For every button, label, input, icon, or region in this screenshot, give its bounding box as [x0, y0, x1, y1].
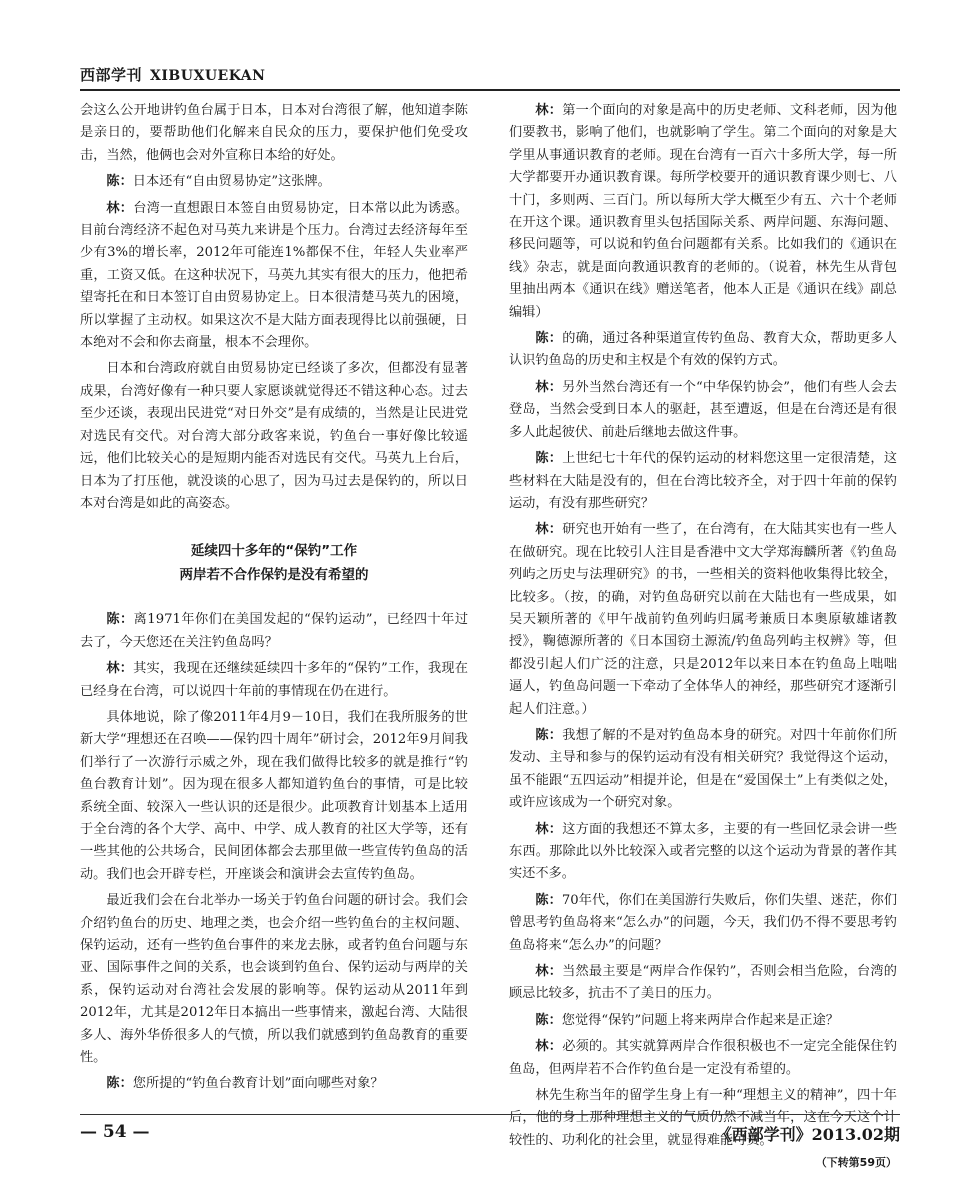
speaker-label: 陈： [535, 727, 563, 743]
speaker-label: 陈： [535, 1012, 562, 1028]
footer-rule [80, 1114, 900, 1115]
paragraph: 陈：上世纪七十年代的保钓运动的材料您这里一定很清楚，这些材料在大陆是没有的，但在台湾比较齐全，对于四十年前的保钓运动，有没有那些研究？ [509, 451, 898, 511]
speaker-label: 林： [106, 661, 134, 677]
paragraph: 具体地说，除了像2011年4月9－10日，我们在我所服务的世新大学“理想还在召唤——保钓四十周年”研讨会，2012年9月间我们举行了一次游行示威之外，现在我们做得比较多的就是推行“钓鱼台教育计划”。因为现在很多人都知道钓鱼台的事情，可是比较系统全面、较深入一些认识的还是很少。此项教育计划基本上适用于全台湾的各个大学、高中、中学、成人教育的社区大学等，还有一些其他的公共场合，民间团体都会去那里做一些宣传钓鱼岛的活动。我们也会开辟专栏，开座谈会和演讲会去宣传钓鱼岛。 [80, 709, 468, 882]
speaker-label: 陈： [106, 612, 134, 628]
speaker-label: 陈： [106, 174, 133, 190]
speaker-label: 林： [535, 379, 563, 395]
section-title-line-1: 延续四十多年的“保钓”工作 [190, 543, 358, 560]
paragraph: 会这么公开地讲钓鱼台属于日本，日本对台湾很了解，他知道李陈是亲日的，要帮助他们化解来自民众的压力，要保护他们免受攻击，当然，他俩也会对外宣称日本给的好处。 [80, 103, 468, 163]
paragraph: 林：其实，我现在还继续延续四十多年的“保钓”工作，我现在已经身在台湾，可以说四十年前的事情现在仍在进行。 [80, 661, 468, 699]
paragraph: 陈：70年代，你们在美国游行失败后，你们失望、迷茫，你们曾思考钓鱼岛将来“怎么办”的问题，今天，我们仍不得不要思考钓鱼岛将来“怎么办”的问题？ [509, 892, 898, 953]
paragraph: 林：第一个面向的对象是高中的历史老师、文科老师，因为他们要教书，影响了他们，也就影响了学生。第二个面向的对象是大学里从事通识教育的老师。现在台湾有一百六十多所大学，每一所大学都要开办通识教育课。每所学校要开的通识教育课少则七、八十门，多则两、三百门。所以每所大学大概至少有五、六十个老师在开这个课。通识教育里头包括国际关系、两岸问题、东海问题、移民问题等，可以说和钓鱼台问题都有关系。比如我们的《通识在线》杂志，就是面向教通识教育的老师的。（说着，林先生从背包里抽出两本《通识在线》赠送笔者，他本人正是《通识在线》副总编辑） [509, 103, 898, 320]
speaker-label: 林： [535, 821, 563, 837]
left-column [80, 100, 468, 1100]
section-title [80, 539, 468, 587]
speaker-label: 林： [535, 964, 563, 980]
paragraph: 陈：离1971年你们在美国发起的“保钓运动”，已经四十年过去了，今天您还在关注钓鱼岛吗？ [80, 612, 469, 650]
running-header [80, 66, 900, 85]
paragraph: 林先生称当年的留学生身上有一种“理想主义的精神”，四十年后，他的身上那种理想主义的气质仍然不减当年，这在今天这个计较性的、功利化的社会里，就显得难能可贵。 [509, 1088, 897, 1148]
paragraph: 林：必须的。其实就算两岸合作很积极也不一定完全能保住钓鱼岛，但两岸若不合作钓鱼台是一定没有希望的。 [509, 1039, 898, 1077]
paragraph: 日本和台湾政府就自由贸易协定已经谈了多次，但都没有显著成果，台湾好像有一种只要人家愿谈就觉得还不错这种心态。过去至少还谈，表现出民进党“对日外交”是有成绩的，当然是让民进党对选民有交代。对台湾大部分政客来说，钓鱼台一事好像比较遥远，他们比较关心的是短期内能否对选民有交代。马英九上台后，日本为了打压他，就没谈的心思了，因为马过去是保钓的，所以日本对台湾是如此的高姿态。 [80, 361, 468, 511]
journal-name-en: XIBUXUEKAN [150, 68, 266, 84]
paragraph: 陈：的确，通过各种渠道宣传钓鱼岛、教育大众，帮助更多人认识钓鱼岛的历史和主权是个有效的保钓方式。 [509, 331, 898, 369]
speaker-label: 陈： [535, 331, 563, 347]
paragraph: 林：另外当然台湾还有一个“中华保钓协会”，他们有些人会去登岛，当然会受到日本人的驱赶，甚至遭返，但是在台湾还是有很多人此起彼伏、前赴后继地去做这件事。 [509, 379, 897, 440]
speaker-label: 林： [535, 522, 563, 538]
paragraph: 最近我们会在台北举办一场关于钓鱼台问题的研讨会。我们会介绍钓鱼台的历史、地理之类，也会介绍一些钓鱼台的主权问题、保钓运动，还有一些钓鱼台事件的来龙去脉，或者钓鱼台问题与东亚、国际事件之间的关系，也会谈到钓鱼台、保钓运动与两岸的关系，保钓运动对台湾社会发展的影响等。保钓运动从2011年到2012年，尤其是2012年日本搞出一些事情来，激起台湾、大陆很多人、海外华侨很多人的气愤，所以我们就感到钓鱼岛教育的重要性。 [80, 893, 468, 1066]
speaker-label: 陈： [535, 892, 562, 908]
speaker-label: 林： [106, 200, 134, 216]
speaker-label: 林： [535, 1039, 563, 1055]
header-rule [80, 89, 900, 91]
speaker-label: 林： [535, 103, 563, 118]
paragraph: 陈：我想了解的不是对钓鱼岛本身的研究。对四十年前你们所发动、主导和参与的保钓运动有没有相关研究？我觉得这个运动，虽不能跟“五四运动”相提并论，但是在“爱国保土”上有类似之处，或许应该成为一个研究对象。 [509, 727, 898, 811]
speaker-label: 陈： [535, 451, 563, 467]
page-number: — 54 — [80, 1122, 150, 1142]
speaker-label: 陈： [106, 1076, 133, 1092]
continued-note: （下转第59页） [815, 1156, 897, 1170]
paragraph: 陈：日本还有“自由贸易协定”这张牌。 [106, 174, 331, 190]
paragraph: 陈：您所提的“钓鱼台教育计划”面向哪些对象？ [106, 1076, 384, 1092]
section-title-line-2: 两岸若不合作保钓是没有希望的 [179, 567, 369, 584]
paragraph: 林：台湾一直想跟日本签自由贸易协定，日本常以此为诱惑。目前台湾经济不起色对马英九来讲是个压力。台湾过去经济每年至少有3%的增长率，2012年可能连1%都保不住，年轻人失业率严重，工资又低。在这种状况下，马英九其实有很大的压力，他把希望寄托在和日本签订自由贸易协定上。日本很清楚马英九的困境，所以掌握了主动权。如果这次不是大陆方面表现得比以前强硬，日本绝对不会和你去商量，根本不会理你。 [80, 200, 469, 351]
paragraph: 林：当然最主要是“两岸合作保钓”，否则会相当危险，台湾的顾忌比较多，抗击不了美日的压力。 [509, 964, 897, 1002]
paragraph: 林：研究也开始有一些了，在台湾有，在大陆其实也有一些人在做研究。现在比较引人注目是香港中文大学郑海麟所著《钓鱼岛列屿之历史与法理研究》的书，一些相关的资料他收集得比较全，比较多。（按，的确，对钓鱼岛研究以前在大陆也有一些成果，如吴天颖所著的《甲午战前钓鱼列屿归属考兼质日本奥原敏雄诸教授》，鞠德源所著的《日本国窃土源流/钓鱼岛列屿主权辨》等，但都没引起人们广泛的注意，只是2012年以来日本在钓鱼岛上咄咄逼人，钓鱼岛问题一下牵动了全体华人的神经，那些研究才逐渐引起人们注意。） [509, 522, 898, 717]
paragraph: 陈：您觉得“保钓”问题上将来两岸合作起来是正途？ [535, 1012, 839, 1028]
journal-name-cn: 西部学刊 [80, 66, 143, 84]
paragraph: 林：这方面的我想还不算太多，主要的有一些回忆录会讲一些东西。那除此以外比较深入或者完整的以这个运动为背景的著作其实还不多。 [509, 821, 898, 882]
issue-label: 《西部学刊》2013.02期 [715, 1125, 900, 1144]
